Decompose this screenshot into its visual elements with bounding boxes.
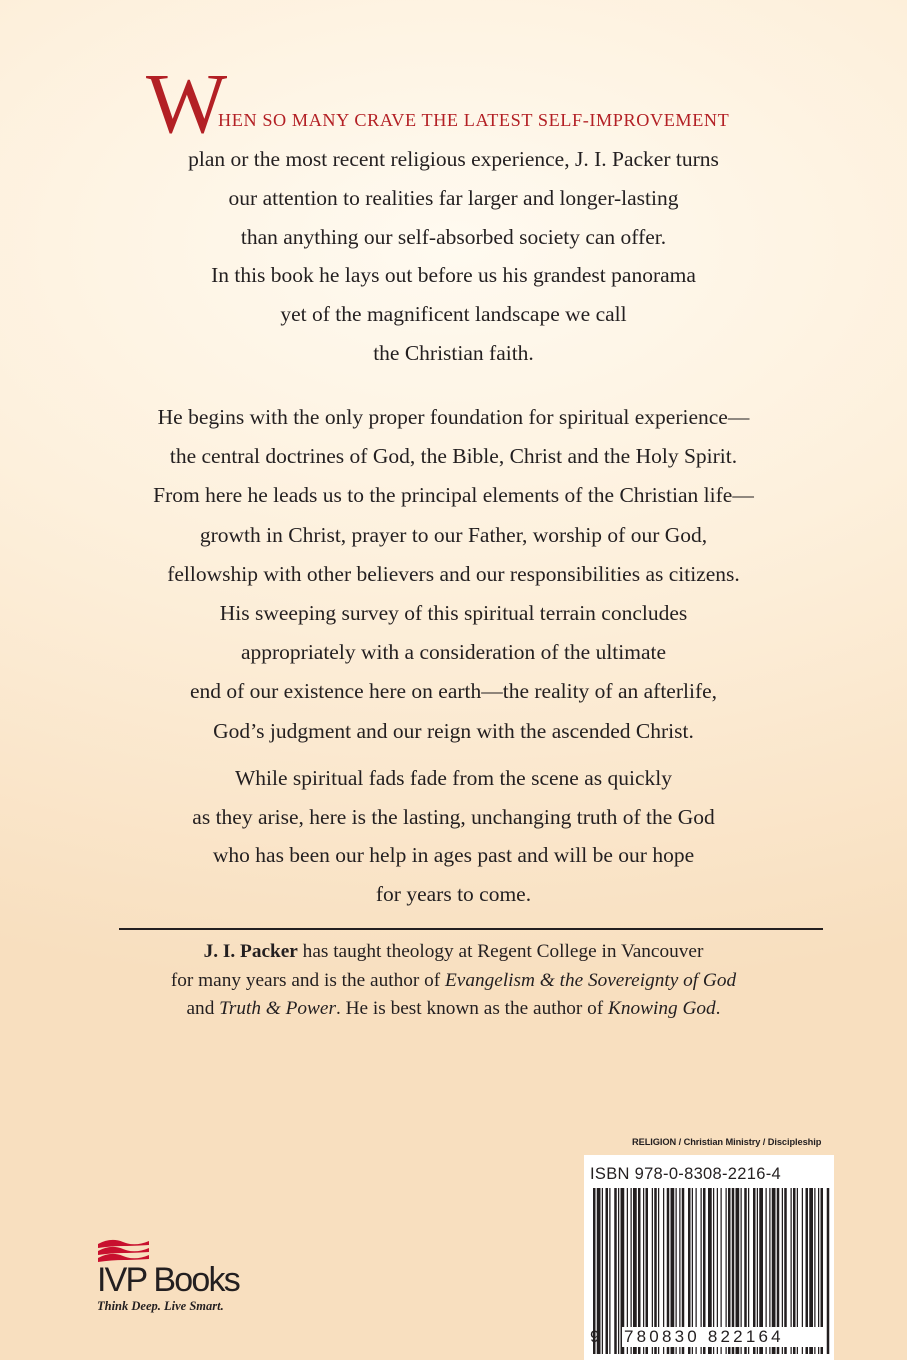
body-line: From here he leads us to the principal elements of the Christian life— [153, 483, 754, 508]
barcode-bar [614, 1188, 617, 1354]
bio-text: . [715, 998, 721, 1020]
book-title: Evangelism & the Sovereignty of God [445, 969, 737, 991]
intro-line: the Christian faith. [373, 340, 534, 365]
category-label: RELIGION / Christian Ministry / Discipleship [632, 1137, 822, 1147]
barcode-digit-first: 9 [590, 1327, 600, 1346]
divider [119, 928, 823, 930]
closing-line: for years to come. [375, 882, 532, 907]
barcode-bar [618, 1188, 619, 1354]
intro-paragraph [0, 55, 907, 373]
bio-line [0, 995, 907, 1024]
intro-line: In this book he lays out before us his grandest panorama [211, 263, 696, 288]
publisher-logo [95, 1236, 255, 1313]
body-line: God’s judgment and our reign with the ascended Christ. [213, 718, 694, 743]
body-line: His sweeping survey of this spiritual terrain concludes [219, 600, 688, 625]
author-name: J. I. Packer [203, 941, 298, 962]
closing-line: who has been our help in ages past and will be our hope [212, 843, 695, 868]
intro-first-line [0, 55, 907, 151]
book-title: Knowing God [607, 998, 716, 1020]
publisher-tagline: Think Deep. Live Smart. [97, 1299, 224, 1313]
body-line: fellowship with other believers and our responsibilities as citizens. [167, 561, 740, 586]
barcode-digits: 780830 822164 [622, 1327, 824, 1347]
body-line: He begins with the only proper foundation for spiritual experience— [157, 405, 750, 429]
bio-text: for many years and is the author of [170, 969, 445, 991]
publisher-name: IVP Books [97, 1261, 239, 1299]
intro-line: than anything our self-absorbed society can offer. [240, 224, 667, 249]
barcode-bar [606, 1188, 609, 1354]
body-line: end of our existence here on earth—the reality of an afterlife, [189, 679, 718, 704]
body-line: growth in Christ, prayer to our Father, worship of our God, [199, 522, 708, 547]
bio-text: has taught theology at Regent College in Vancouver [297, 941, 704, 962]
closing-paragraph [0, 759, 907, 914]
intro-line: plan or the most recent religious experience, J. I. Packer turns [188, 147, 719, 171]
bio-text: . He is best known as the author of [335, 998, 608, 1020]
body-paragraph [0, 398, 907, 751]
drop-cap: W [146, 55, 228, 151]
bio-line [0, 938, 907, 967]
barcode [584, 1155, 834, 1360]
intro-line: yet of the magnificent landscape we call [280, 302, 627, 327]
isbn-label: ISBN 978-0-8308-2216-4 [590, 1165, 781, 1183]
book-title: Truth & Power [219, 998, 336, 1020]
barcode-bar [609, 1188, 610, 1354]
intro-line: our attention to realities far larger and longer-lasting [228, 185, 679, 210]
bio-text: and [186, 998, 220, 1020]
closing-line: While spiritual fads fade from the scene as quickly [234, 766, 672, 790]
body-line: appropriately with a consideration of the ultimate [240, 640, 667, 665]
bio-line [0, 967, 907, 996]
barcode-bar [602, 1188, 603, 1354]
closing-line: as they arise, here is the lasting, unchanging truth of the God [192, 804, 715, 829]
body-line: the central doctrines of God, the Bible, Christ and the Holy Spirit. [169, 444, 738, 469]
author-bio [0, 938, 907, 1024]
barcode-bar [827, 1188, 830, 1354]
intro-first-line-text: HEN SO MANY CRAVE THE LATEST SELF-IMPROVEMENT [218, 110, 730, 130]
